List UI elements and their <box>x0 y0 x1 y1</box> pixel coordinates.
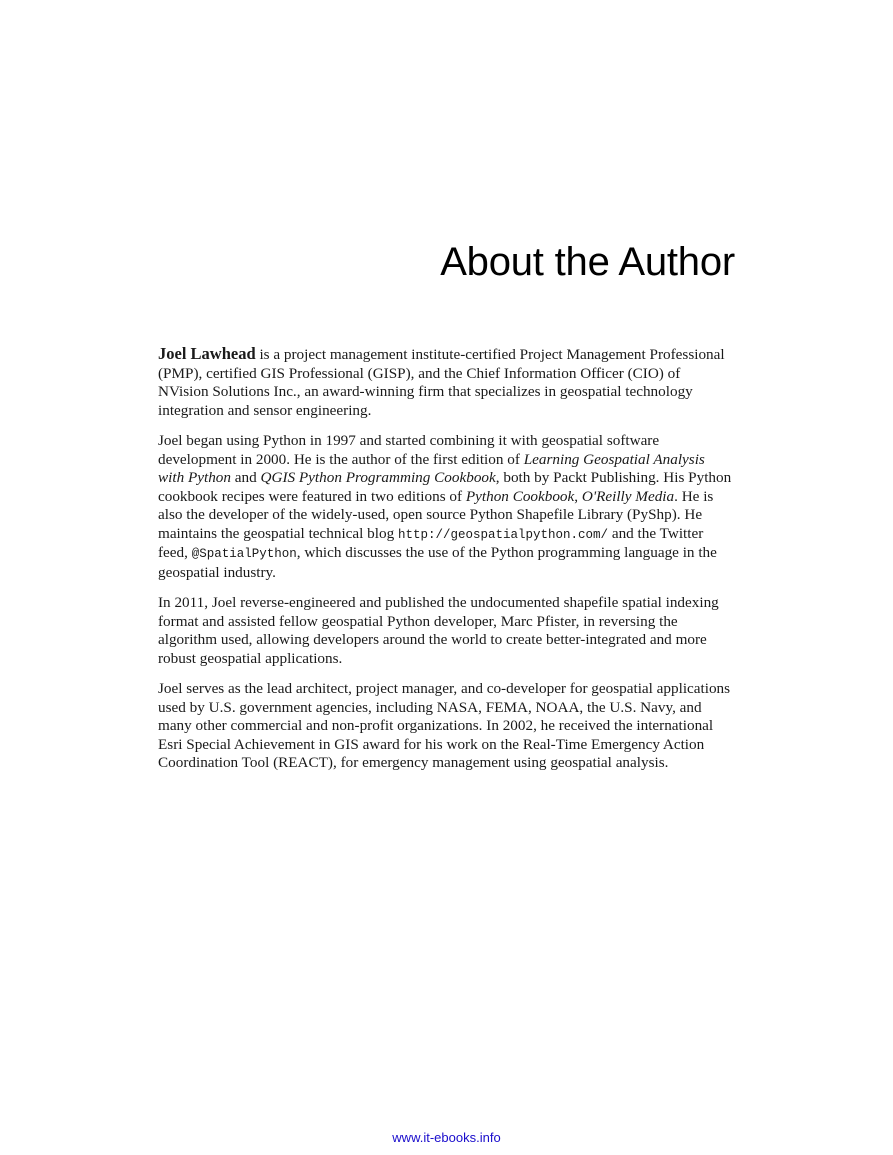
p2-text-5: . He is also the developer of the widely-used, open source Python Shapefile Library (PyShp). He maintains the geospatial technical blog <box>158 487 714 542</box>
book-title-python-cookbook: Python Cookbook <box>465 487 575 505</box>
bio-paragraph-4: Joel serves as the lead architect, project manager, and co-developer for geospatial applications used by U.S. government agencies, including NASA, FEMA, NOAA, the U.S. Navy, and many other commercial and non-profit organizations. In 2002, he received the international Esri Special Achievement in GIS award for his work on the Real-Time Emergency Action Coordination Tool (REACT), for emergency management using geospatial analysis. <box>158 680 731 771</box>
blog-url: http://geospatialpython.com/ <box>397 527 609 542</box>
bio-paragraph-3: In 2011, Joel reverse-engineered and published the undocumented shapefile spatial indexing format and assisted fellow geospatial Python developer, Marc Pfister, in reversing the algorithm used, allowing developers around the world to create better-integrated and more robust geospatial applications. <box>158 594 719 667</box>
page-title: About the Author <box>440 240 735 284</box>
footer-link[interactable]: www.it-ebooks.info <box>392 1130 501 1145</box>
p2-text-4: , <box>574 487 582 505</box>
p2-text-7: , which discusses the use of the Python programming language in the geospatial industry. <box>158 544 717 581</box>
bio-paragraph-1 <box>158 345 733 420</box>
twitter-handle: @SpatialPython <box>191 547 297 561</box>
book-title-qgis-cookbook: QGIS Python Programming Cookbook <box>260 469 496 486</box>
p2-text-6: and the Twitter feed, <box>158 524 704 561</box>
publisher-name: O'Reilly Media <box>581 487 675 505</box>
bio-paragraph-1-text: is a project management institute-certified Project Management Professional (PMP), certified GIS Professional (GISP), and the Chief Information Officer (CIO) of NVision Solutions Inc., an award-winning firm that specializes in geospatial technology integration and sensor engineering. <box>158 346 725 419</box>
p2-text-2: and <box>230 469 261 486</box>
bio-paragraph-2 <box>158 432 733 582</box>
p2-text-1: Joel began using Python in 1997 and started combining it with geospatial software development in 2000. He is the author of the first edition of <box>158 432 660 468</box>
p2-text-3: , both by Packt Publishing. His Python cookbook recipes were featured in two editions of <box>158 469 732 505</box>
author-bio <box>158 345 733 785</box>
author-name: Joel Lawhead <box>158 344 256 363</box>
book-title-learning-geospatial: Learning Geospatial Analysis with Python <box>158 450 705 486</box>
